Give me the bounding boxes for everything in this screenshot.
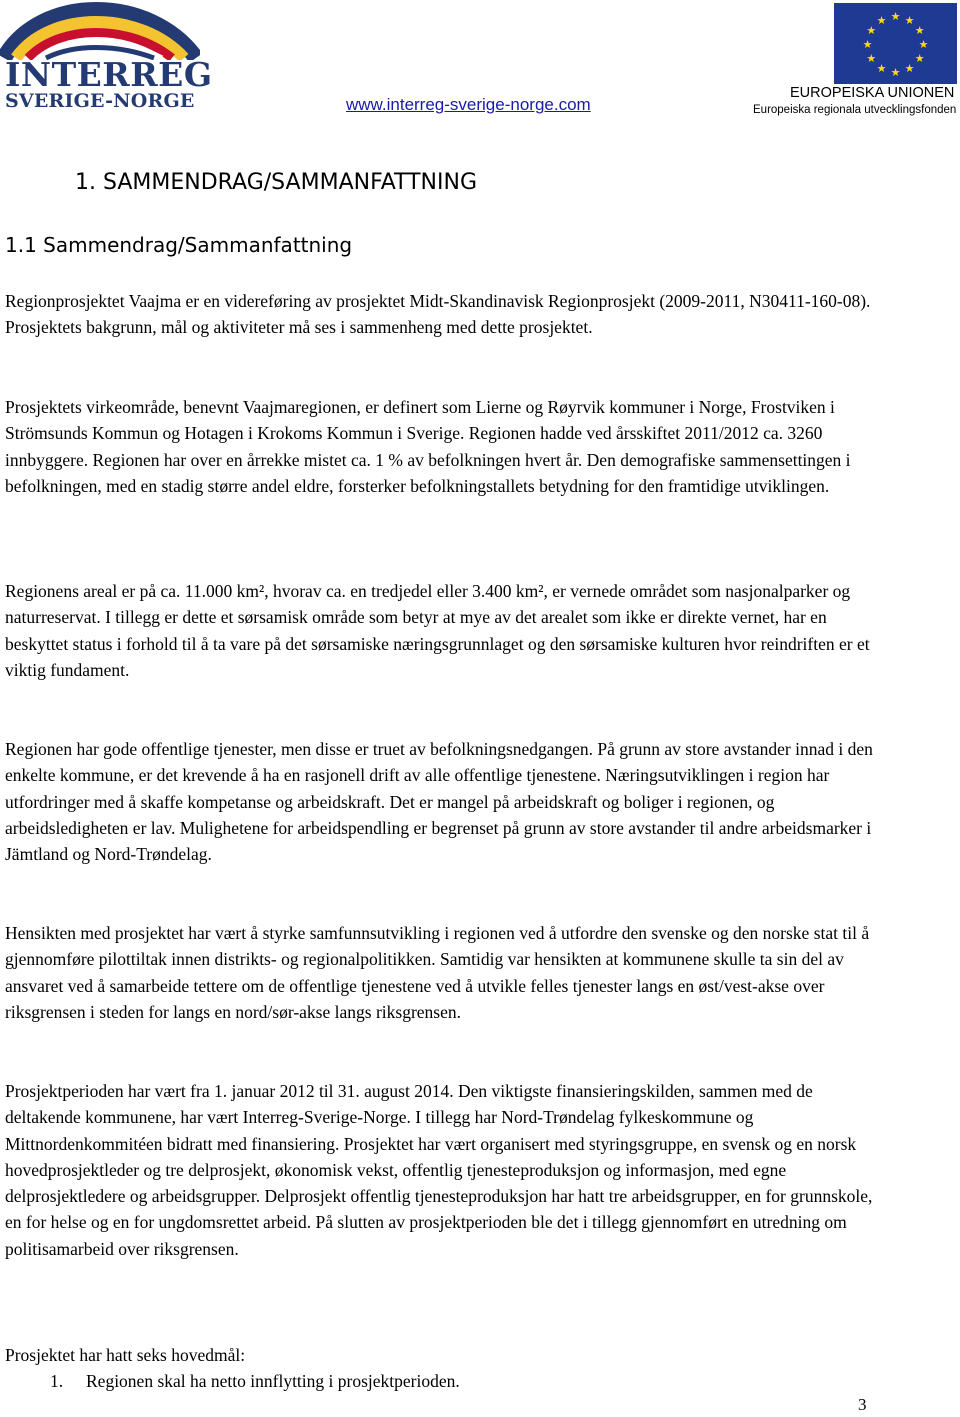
list-item-number: 1. (50, 1371, 64, 1391)
logo-wordmark: INTERREG (5, 55, 213, 94)
list-item (50, 1368, 460, 1394)
paragraph: Prosjektperioden har vært fra 1. januar 2012 til 31. august 2014. Den viktigste finansieringskilden, sammen med de deltakende kommunene, har vært Interreg-Sverige-Norge. I tillegg har Nord-Trøndelag fylkeskommune og Mittnordenkommitéen bidratt med finansiering. Prosjektet har vært organisert med styringsgruppe, en svensk og en norsk hovedprosjektleder og tre delprosjekt, økonomisk vekst, offentlig tjenesteproduksjon og informasjon, med egne delprosjektledere og arbeidsgrupper. Delprosjekt offentlig tjenesteproduksjon har hatt tre arbeidsgrupper, en for grunnskole, en for helse og en for ungdomsrettet arbeid. På slutten av prosjektperioden ble det i tillegg gjennomført en utredning om politisamarbeid over riksgrensen. (5, 1081, 873, 1259)
eu-flag (834, 3, 957, 84)
svg-text:★: ★ (918, 38, 929, 51)
svg-text:★: ★ (914, 24, 925, 37)
interreg-logo-icon (0, 0, 200, 60)
website-link[interactable]: www.interreg-sverige-norge.com (346, 95, 591, 114)
svg-text:★: ★ (862, 38, 873, 51)
svg-text:★: ★ (914, 52, 925, 65)
page-number: 3 (858, 1395, 867, 1414)
paragraph: Regionens areal er på ca. 11.000 km², hvorav ca. en tredjedel eller 3.400 km², er vernede området som nasjonalparker og naturreservat. I tillegg er dette et sørsamisk område som betyr at mye av det arealet som ikke er direkte vernet, har en beskyttet status i forhold til å ta vare på det sørsamiske næringsgrunnlaget og den sørsamiske kulturen hvor reindriften er et viktig fundament. (5, 581, 870, 680)
svg-text:★: ★ (876, 13, 887, 27)
paragraph: Regionprosjektet Vaajma er en videreføring av prosjektet Midt-Skandinavisk Regionprosjekt (2009-2011, N30411-160-08). Prosjektets bakgrunn, mål og aktiviteter må ses i sammenheng med dette prosjektet. (5, 291, 871, 338)
svg-text:★: ★ (904, 62, 915, 76)
interreg-logo (0, 0, 213, 120)
svg-text:★: ★ (890, 66, 901, 79)
eu-flag-icon (834, 3, 957, 84)
eu-title: EUROPEISKA UNIONEN (790, 85, 955, 101)
paragraph: Regionen har gode offentlige tjenester, men disse er truet av befolkningsnedgangen. På grunn av store avstander innad i den enkelte kommune, er det krevende å ha en rasjonell drift av alle offentlige tjenestene. Næringsutviklingen i region har utfordringer med å skaffe kompetanse og arbeidskraft. Det er mangel på arbeidskraft og boliger i regionen, og arbeidsledigheten er lav. Mulighetene for arbeidspendling er begrenset på grunn av store avstander til andre arbeidsmarker i Jämtland og Nord-Trøndelag. (5, 739, 873, 865)
paragraph: Hensikten med prosjektet har vært å styrke samfunnsutvikling i regionen ved å utfordre den svenske og den norske stat til å gjennomføre pilottiltak innen distrikts- og regionalpolitikken. Samtidig var hensikten at kommunene skulle ta sin del av ansvaret ved å samarbeide tettere om de offentlige tjenestene ved å utvikle felles tjenester langs en øst/vest-akse over riksgrensen i steden for langs en nord/sør-akse langs riksgrensen. (5, 923, 870, 1022)
list-item-text: Regionen skal ha netto innflytting i prosjektperioden. (86, 1371, 460, 1391)
paragraph: Prosjektets virkeområde, benevnt Vaajmaregionen, er definert som Lierne og Røyrvik kommuner i Norge, Frostviken i Strömsunds Kommun og Hotagen i Krokoms Kommun i Sverige. Regionen hadde ved årsskiftet 2011/2012 ca. 3260 innbyggere. Regionen har over en årrekke mistet ca. 1 % av befolkningen hvert år. Den demografiske sammensettingen i befolkningen, med en stadig større andel eldre, forsterker befolkningstallets betydning for den framtidige utviklingen. (5, 397, 851, 496)
svg-text:★: ★ (890, 10, 901, 23)
svg-text:★: ★ (904, 13, 915, 27)
section-heading: 1. SAMMENDRAG/SAMMANFATTNING (75, 170, 477, 195)
svg-text:★: ★ (876, 62, 887, 76)
svg-text:★: ★ (866, 24, 877, 37)
svg-text:★: ★ (866, 52, 877, 65)
paragraph: Prosjektet har hatt seks hovedmål: (5, 1345, 246, 1365)
logo-subwordmark: SVERIGE-NORGE (5, 90, 195, 112)
subsection-heading: 1.1 Sammendrag/Sammanfattning (5, 233, 353, 257)
eu-subtitle: Europeiska regionala utvecklingsfonden (753, 104, 957, 116)
